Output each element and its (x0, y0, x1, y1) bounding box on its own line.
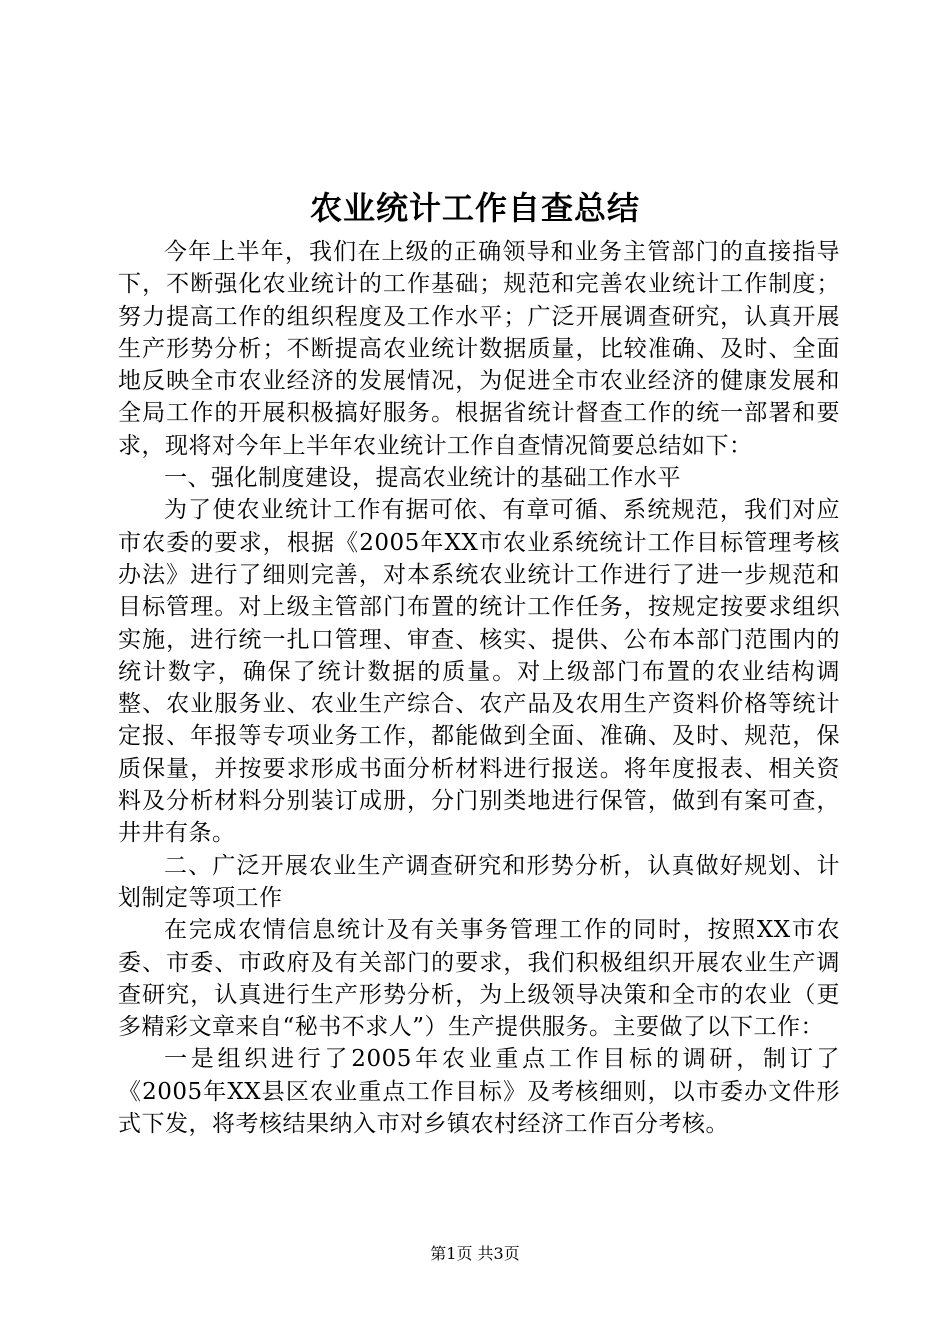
paragraph-section-1: 为了使农业统计工作有据可依、有章可循、系统规范，我们对应市农委的要求，根据《2005年XX市农业系统统计工作目标管理考核办法》进行了细则完善，对本系统农业统计工作进行了进一步规范和目标管理。对上级主管部门布置的统计工作任务，按规定按要求组织实施，进行统一扎口管理、审查、核实、提供、公布本部门范围内的统计数字，确保了统计数据的质量。对上级部门布置的农业结构调整、农业服务业、农业生产综合、农产品及农用生产资料价格等统计定报、年报等专项业务工作，都能做到全面、准确、及时、规范，保质保量，并按要求形成书面分析材料进行报送。将年度报表、相关资料及分析材料分别装订成册，分门别类地进行保管，做到有案可查，井井有条。 (118, 497, 840, 847)
paragraph-section-2: 在完成农情信息统计及有关事务管理工作的同时，按照XX市农委、市委、市政府及有关部门的要求，我们积极组织开展农业生产调查研究，认真进行生产形势分析，为上级领导决策和全市的农业（更多精彩文章来自“秘书不求人”）生产提供服务。主要做了以下工作： (118, 917, 840, 1041)
section-heading-1: 一、强化制度建设，提高农业统计的基础工作水平 (164, 465, 681, 492)
paragraph-intro: 今年上半年，我们在上级的正确领导和业务主管部门的直接指导下，不断强化农业统计的工作基础；规范和完善农业统计工作制度；努力提高工作的组织程度及工作水平；广泛开展调查研究，认真开展生产形势分析；不断提高农业统计数据质量，比较准确、及时、全面地反映全市农业经济的发展情况，为促进全市农业经济的健康发展和全局工作的开展积极搞好服务。根据省统计督查工作的统一部署和要求，现将对今年上半年农业统计工作自查情况简要总结如下： (118, 239, 840, 459)
section-heading-2: 二、广泛开展农业生产调查研究和形势分析，认真做好规划、计划制定等项工作 (118, 852, 840, 911)
page-number-footer: 第1页 共3页 (430, 1244, 520, 1263)
paragraph-item-1: 一是组织进行了2005年农业重点工作目标的调研，制订了《2005年XX县区农业重点工作目标》及考核细则，以市委办文件形式下发，将考核结果纳入市对乡镇农村经济工作百分考核。 (118, 1046, 840, 1138)
document-body (118, 236, 840, 1140)
document-title: 农业统计工作自查总结 (309, 189, 640, 227)
